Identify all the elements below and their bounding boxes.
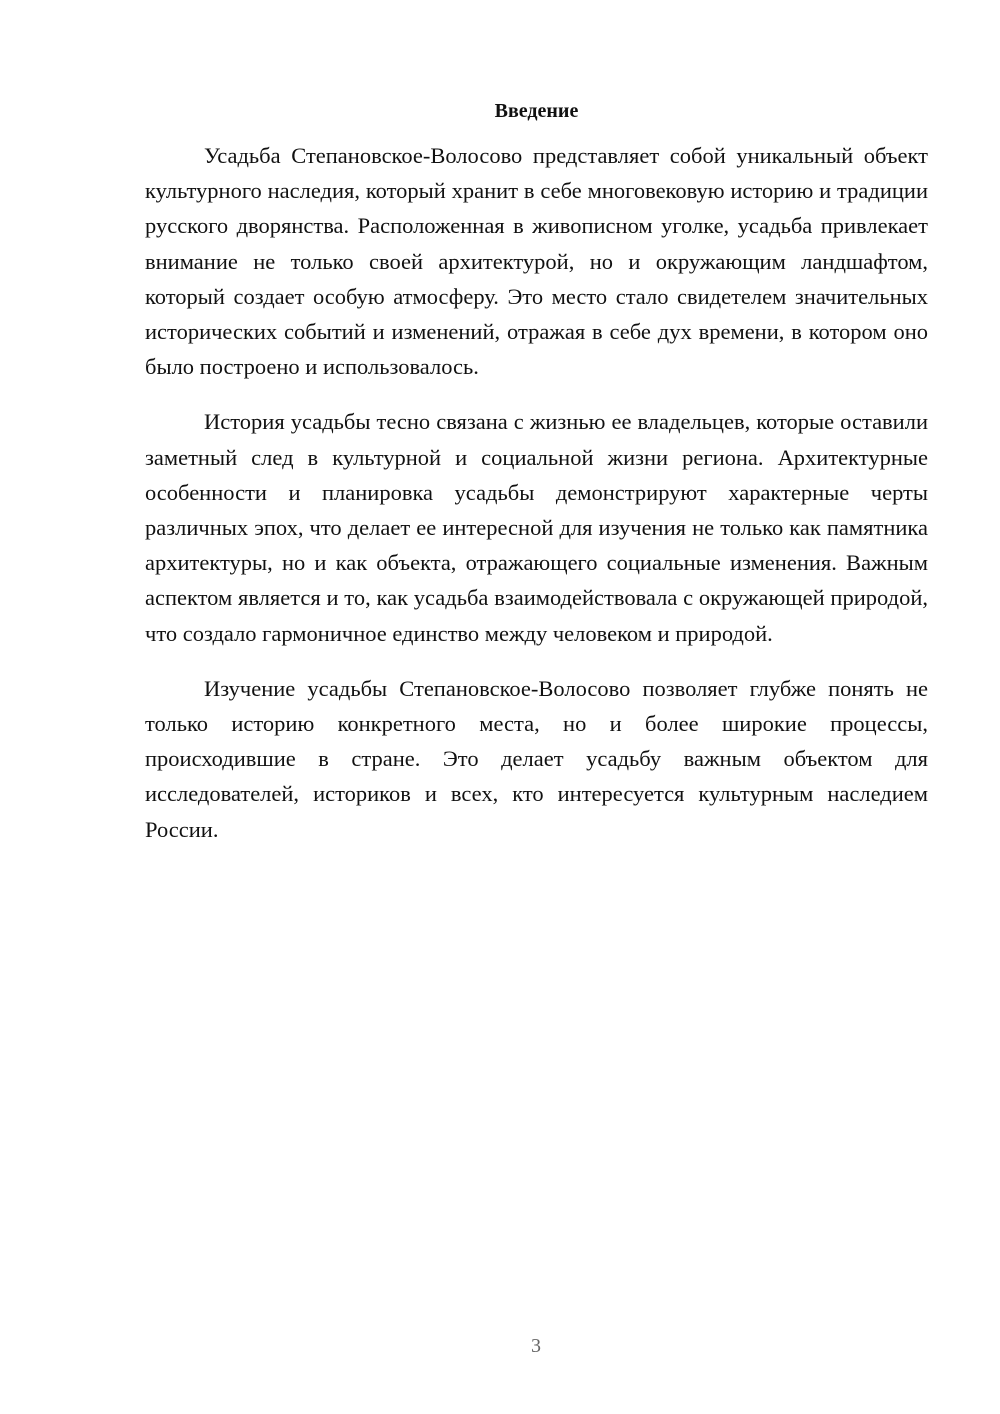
body-paragraph: Изучение усадьбы Степановское-Волосово позволяет глубже понять не только историю конкретного места, но и более широкие процессы, происходившие в стране. Это делает усадьбу важным объектом для исследователей, историков и всех, кто интересуется культурным наследием России. <box>145 675 928 842</box>
page-number: 3 <box>531 1335 541 1357</box>
body-paragraph: Усадьба Степановское-Волосово представляет собой уникальный объект культурного наследия, который хранит в себе многовековую историю и традиции русского дворянства. Расположенная в живописном уголке, усадьба привлекает внимание не только своей архитектурой, но и окружающим ландшафтом, который создает особую атмосферу. Это место стало свидетелем значительных исторических событий и изменений, отражая в себе дух времени, в котором оно было построено и использовалось. <box>145 143 928 380</box>
body-paragraph: История усадьбы тесно связана с жизнью ее владельцев, которые оставили заметный след в культурной и социальной жизни региона. Архитектурные особенности и планировка усадьбы демонстрируют характерные черты различных эпох, что делает ее интересной для изучения не только как памятника архитектуры, но и как объекта, отражающего социальные изменения. Важным аспектом является и то, как усадьба взаимодействовала с окружающей природой, что создало гармоничное единство между человеком и природой. <box>145 409 928 646</box>
page-content <box>145 96 928 867</box>
section-title: Введение <box>494 100 579 122</box>
